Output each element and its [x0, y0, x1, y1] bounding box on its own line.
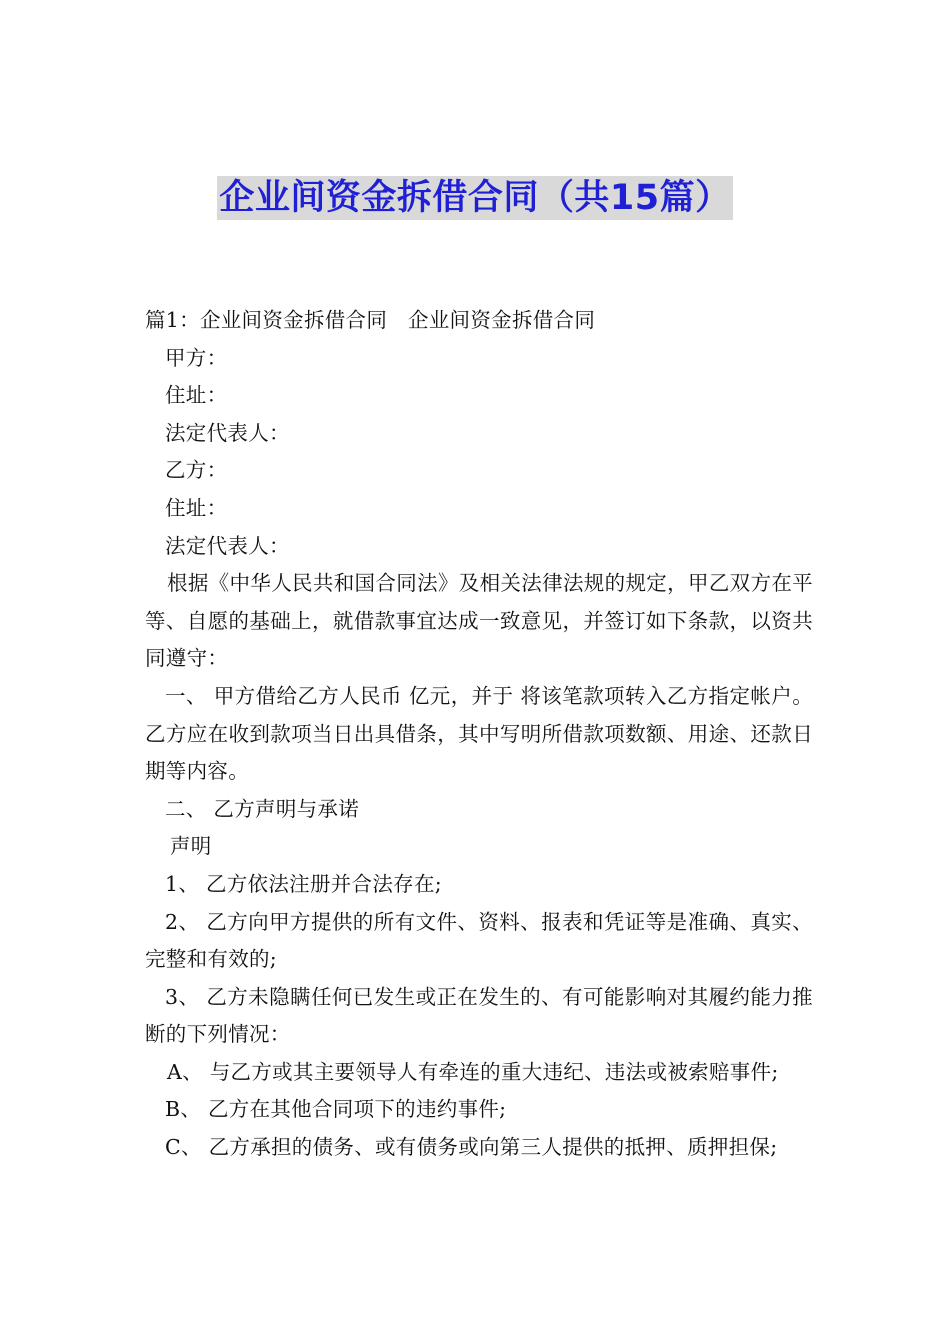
declaration-item-2: 2、 乙方向甲方提供的所有文件、资料、报表和凭证等是准确、真实、完整和有效的;: [145, 909, 813, 972]
declaration-subitem-c: C、 乙方承担的债务、或有债务或向第三人提供的抵押、质押担保;: [165, 1135, 778, 1160]
party-b-label: 乙方：: [165, 458, 228, 483]
document-title: 企业间资金拆借合同（共15篇）: [219, 178, 731, 218]
clause-one-paragraph: 一、 甲方借给乙方人民币 亿元，并于 将该笔款项转入乙方指定帐户。乙方应在收到款项当日出具借条，其中写明所借款项数额、用途、还款日期等内容。: [145, 683, 813, 784]
party-a-address-label: 住址：: [165, 383, 228, 408]
clause-two-heading: 二、 乙方声明与承诺: [165, 796, 360, 821]
party-a-representative-label: 法定代表人：: [165, 420, 290, 445]
declaration-subitem-b: B、 乙方在其他合同项下的违约事件;: [165, 1097, 507, 1122]
section-heading: 篇1：企业间资金拆借合同 企业间资金拆借合同: [145, 308, 596, 332]
document-body: [145, 302, 813, 1167]
party-b-address-label: 住址：: [165, 495, 228, 520]
party-a-label: 甲方：: [165, 345, 228, 370]
declaration-item-3: 3、 乙方未隐瞒任何已发生或正在发生的、有可能影响对其履约能力推断的下列情况：: [145, 984, 813, 1047]
declaration-heading: 声明: [170, 834, 212, 859]
declaration-item-1: 1、 乙方依法注册并合法存在;: [165, 871, 442, 896]
preamble-paragraph: 根据《中华人民共和国合同法》及相关法律法规的规定，甲乙双方在平等、自愿的基础上，就借款事宜达成一致意见，并签订如下条款，以资共同遵守：: [145, 571, 813, 671]
title-container: [0, 176, 950, 220]
declaration-subitem-a: A、 与乙方或其主要领导人有牵连的重大违纪、违法或被索赔事件;: [167, 1059, 779, 1084]
party-b-representative-label: 法定代表人：: [165, 533, 290, 558]
